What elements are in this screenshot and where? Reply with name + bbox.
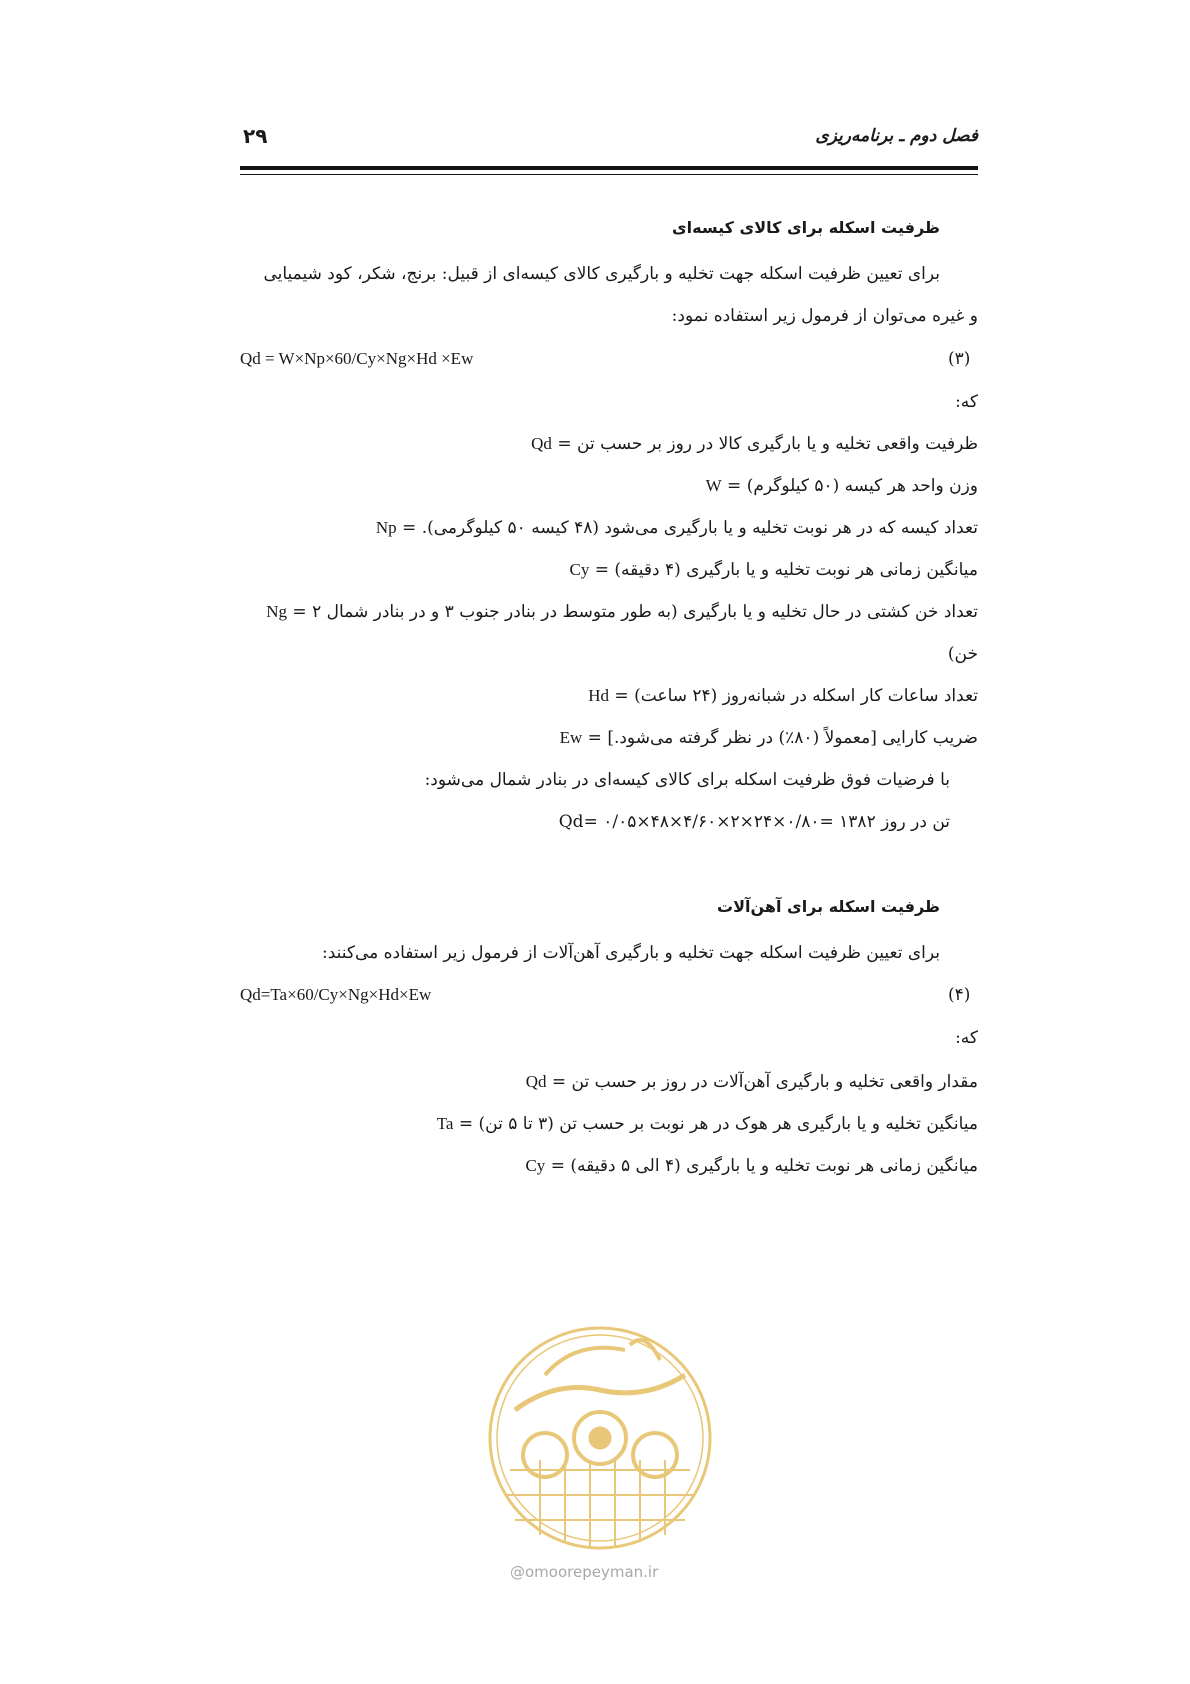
equation-number-3: (۳): [948, 349, 971, 369]
section-heading-bagged-cargo: ظرفیت اسکله برای کالای کیسه‌ای: [672, 218, 940, 237]
header-rule-thin: [240, 174, 978, 175]
definition-cy: Cy = میانگین زمانی هر نوبت تخلیه و یا بارگیری (۴ دقیقه): [569, 560, 978, 580]
definition-ta: Ta = میانگین تخلیه و یا بارگیری هر هوک در هر نوبت بر حسب تن (۳ تا ۵ تن): [436, 1114, 978, 1134]
definition-symbol: Cy: [525, 1156, 546, 1175]
definition-symbol: Ng: [266, 602, 288, 621]
definition-ew: Ew = ضریب کارایی [معمولاً (۸۰٪) در نظر گرفته می‌شود.]: [559, 728, 978, 748]
assumption-line: با فرضیات فوق ظرفیت اسکله برای کالای کیسه‌ای در بنادر شمال می‌شود:: [424, 770, 950, 790]
chapter-title: فصل دوم ـ برنامه‌ریزی: [815, 126, 978, 146]
section-heading-iron-goods: ظرفیت اسکله برای آهن‌آلات: [717, 897, 940, 916]
definition-text: تعداد ساعات کار اسکله در شبانه‌روز (۲۴ ساعت): [634, 686, 978, 706]
paragraph-line: برای تعیین ظرفیت اسکله جهت تخلیه و بارگیری آهن‌آلات از فرمول زیر استفاده می‌کنند:: [321, 943, 940, 963]
definition-ng-continued: [948, 644, 978, 664]
definition-symbol: Qd: [525, 1072, 547, 1091]
definition-text: خن): [947, 644, 978, 664]
definition-text: ضریب کارایی [معمولاً (۸۰٪) در نظر گرفته می‌شود.]: [607, 728, 978, 748]
result-line: تن در روز ۱۳۸۲ =۰/۸۰×۲۴×۲×۴/۶۰×۴۸×۰/۰۵ =Qd: [558, 812, 950, 832]
definition-symbol: Ew: [559, 728, 583, 747]
definition-qd: Qd = ظرفیت واقعی تخلیه و یا بارگیری کالا در روز بر حسب تن: [531, 434, 978, 454]
watermark-logo-icon: [485, 1320, 715, 1555]
definition-text: تعداد کیسه که در هر نوبت تخلیه و یا بارگیری می‌شود (۴۸ کیسه ۵۰ کیلوگرمی).: [421, 518, 978, 538]
definition-text: مقدار واقعی تخلیه و بارگیری آهن‌آلات در روز بر حسب تن: [571, 1072, 978, 1092]
paragraph-line: برای تعیین ظرفیت اسکله جهت تخلیه و بارگیری کالای کیسه‌ای از قبیل: برنج، شکر، کود شیمیایی: [263, 264, 940, 284]
definition-symbol: Np: [375, 518, 397, 537]
definition-text: وزن واحد هر کیسه (۵۰ کیلوگرم): [746, 476, 978, 496]
definition-text: میانگین زمانی هر نوبت تخلیه و یا بارگیری (۴ دقیقه): [614, 560, 978, 580]
definition-symbol: Cy: [569, 560, 590, 579]
paragraph-line: و غیره می‌توان از فرمول زیر استفاده نمود:: [671, 306, 978, 326]
where-label: که:: [955, 392, 978, 412]
page-number: ۲۹: [243, 124, 268, 148]
definition-cy: Cy = میانگین زمانی هر نوبت تخلیه و یا بارگیری (۴ الی ۵ دقیقه): [525, 1156, 978, 1176]
formula-4: Qd=Ta×60/Cy×Ng×Hd×Ew: [240, 985, 432, 1004]
definition-text: میانگین زمانی هر نوبت تخلیه و یا بارگیری (۴ الی ۵ دقیقه): [570, 1156, 978, 1176]
definition-hd: Hd = تعداد ساعات کار اسکله در شبانه‌روز (۲۴ ساعت): [588, 686, 978, 706]
header-rule-thick: [240, 166, 978, 170]
where-label: که:: [955, 1028, 978, 1048]
equation-number-4: (۴): [948, 985, 971, 1005]
definition-symbol: Qd: [531, 434, 552, 453]
definition-w: W = وزن واحد هر کیسه (۵۰ کیلوگرم): [705, 476, 978, 496]
definition-text: ظرفیت واقعی تخلیه و یا بارگیری کالا در روز بر حسب تن: [577, 434, 978, 454]
definition-qd: Qd = مقدار واقعی تخلیه و بارگیری آهن‌آلات در روز بر حسب تن: [525, 1072, 978, 1092]
definition-np: Np = تعداد کیسه که در هر نوبت تخلیه و یا بارگیری می‌شود (۴۸ کیسه ۵۰ کیلوگرمی).: [375, 518, 978, 538]
definition-text: تعداد خن کشتی در حال تخلیه و یا بارگیری (به طور متوسط در بنادر جنوب ۳ و در بنادر شمال ۲: [312, 602, 978, 622]
watermark-caption: @omoorepeyman.ir: [510, 1563, 659, 1581]
definition-symbol: Hd: [588, 686, 610, 705]
definition-symbol: Ta: [436, 1114, 454, 1133]
formula-3: Qd = W×Np×60/Cy×Ng×Hd ×Ew: [240, 349, 474, 368]
definition-text: میانگین تخلیه و یا بارگیری هر هوک در هر نوبت بر حسب تن (۳ تا ۵ تن): [478, 1114, 978, 1134]
definition-symbol: W: [705, 476, 722, 495]
definition-ng: Ng = تعداد خن کشتی در حال تخلیه و یا بارگیری (به طور متوسط در بنادر جنوب ۳ و در بنادر شمال ۲: [266, 602, 978, 622]
